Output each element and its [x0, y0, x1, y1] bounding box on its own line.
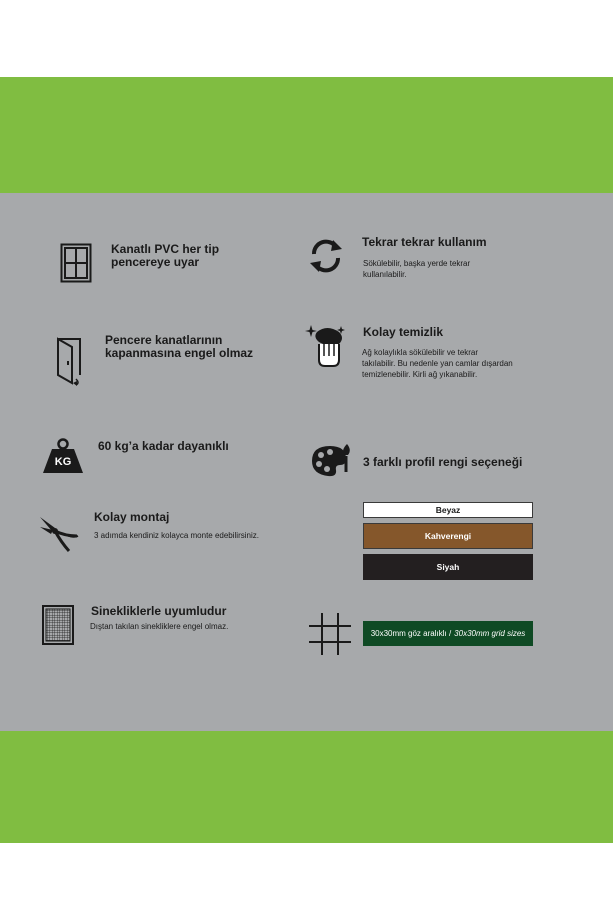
swatch-brown	[363, 523, 533, 549]
reuse-title: Tekrar tekrar kullanım	[362, 235, 487, 249]
grid-size-badge	[363, 621, 533, 646]
weight-badge-label: KG	[54, 456, 72, 468]
clean-desc-1: Ağ kolaylıkla sökülebilir ve tekrar	[362, 348, 479, 357]
grid-icon	[309, 613, 351, 655]
window-fit-title-1: Kanatlı PVC her tip	[111, 242, 220, 256]
grid-size-en: 30x30mm grid sizes	[454, 629, 526, 638]
mesh-screen-icon	[42, 605, 74, 645]
window-fit-title-2: pencereye uyar	[111, 255, 200, 269]
clean-desc-3: temizlenebilir. Kirli ağ yıkanabilir.	[362, 370, 478, 379]
weight-title: 60 kg’a kadar dayanıklı	[98, 439, 229, 453]
swatch-brown-label: Kahverengi	[424, 531, 472, 541]
install-desc: 3 adımda kendiniz kolayca monte edebilirsiniz.	[94, 531, 259, 540]
swatch-white-label: Beyaz	[435, 505, 461, 515]
clean-desc-2: takılabilir. Bu nedenle yan camlar dışardan	[362, 359, 513, 368]
sash-title-2: kapanmasına engel olmaz	[105, 346, 254, 360]
window-icon	[60, 243, 92, 283]
swatch-white	[363, 502, 533, 518]
clean-title: Kolay temizlik	[363, 325, 444, 339]
grid-size-tr: 30x30mm göz aralıklı /	[370, 629, 452, 638]
top-green-band	[0, 77, 613, 193]
install-title: Kolay montaj	[94, 510, 170, 524]
weight-kg-icon	[42, 438, 84, 474]
compat-title: Sinekliklerle uyumludur	[91, 604, 227, 618]
bottom-green-band	[0, 731, 613, 843]
reuse-desc-1: Sökülebilir, başka yerde tekrar	[363, 259, 471, 268]
colors-title: 3 farklı profil rengi seçeneği	[363, 455, 523, 469]
swatch-black-label: Siyah	[436, 562, 460, 572]
pliers-icon	[37, 514, 81, 554]
sash-title-1: Pencere kanatlarının	[105, 333, 223, 347]
open-sash-icon	[54, 335, 84, 387]
recycle-arrows-icon	[306, 237, 346, 275]
cleaning-glove-icon	[305, 322, 351, 368]
compat-desc: Dıştan takılan sinekliklere engel olmaz.	[90, 622, 229, 631]
swatch-black	[363, 554, 533, 580]
palette-icon	[310, 443, 352, 479]
reuse-desc-2: kullanılabilir.	[363, 270, 407, 279]
